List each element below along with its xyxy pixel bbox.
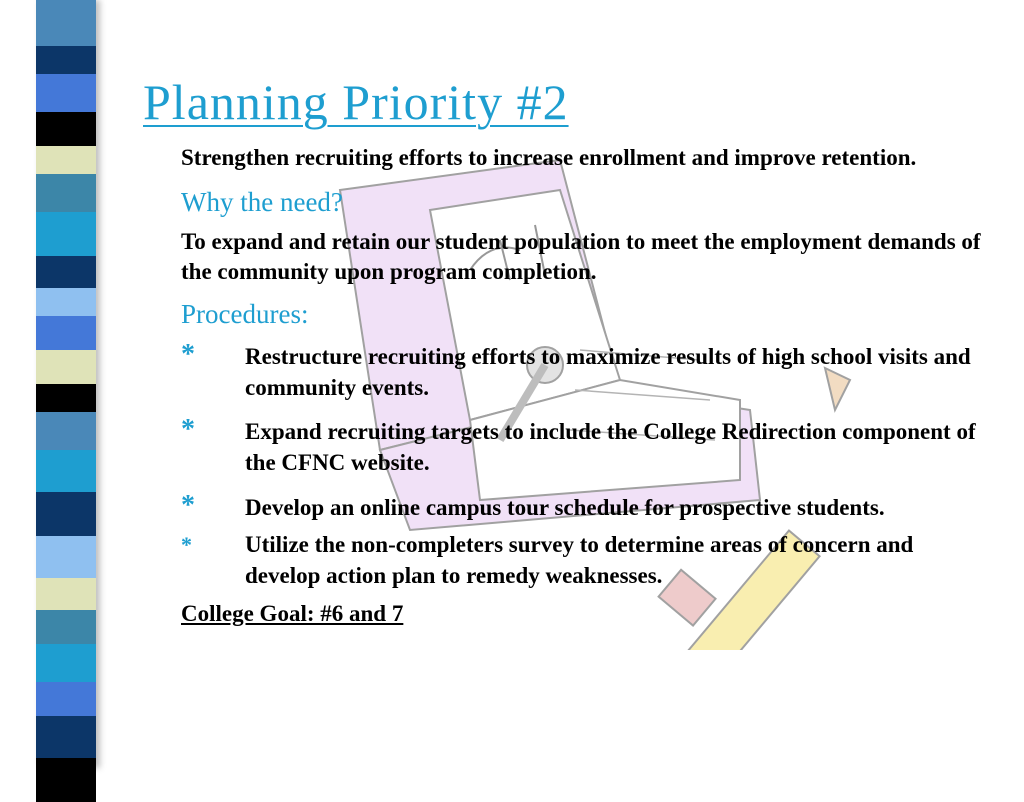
procedure-text: Restructure recruiting efforts to maximize results of high school visits and community events.	[245, 344, 971, 400]
decorative-stripe-bar	[36, 0, 96, 768]
stripe-block	[36, 644, 96, 682]
procedure-item	[181, 341, 991, 403]
procedure-item	[181, 492, 991, 523]
stripe-block	[36, 758, 96, 802]
stripe-block	[36, 74, 96, 112]
need-text: To expand and retain our student population to meet the employment demands of the community upon program completion.	[181, 229, 981, 284]
need-heading: Why the need?	[181, 187, 343, 217]
procedure-text: Expand recruiting targets to include the College Redirection component of the CFNC website.	[245, 419, 976, 475]
stripe-block	[36, 384, 96, 412]
stripe-block	[36, 450, 96, 492]
stripe-block	[36, 212, 96, 256]
stripe-block	[36, 316, 96, 350]
stripe-block	[36, 288, 96, 316]
asterisk-bullet-icon: *	[181, 490, 195, 521]
procedure-item	[181, 529, 991, 591]
procedure-text: Utilize the non-completers survey to determine areas of concern and develop action plan to remedy weaknesses.	[245, 532, 914, 588]
slide-body	[181, 143, 991, 629]
priority-statement: Strengthen recruiting efforts to increase enrollment and improve retention.	[181, 145, 917, 170]
stripe-block	[36, 0, 96, 46]
procedure-text: Develop an online campus tour schedule for prospective students.	[245, 495, 885, 520]
asterisk-bullet-icon: *	[181, 532, 192, 557]
stripe-block	[36, 112, 96, 146]
asterisk-bullet-icon: *	[181, 414, 195, 445]
stripe-block	[36, 350, 96, 384]
stripe-block	[36, 716, 96, 758]
stripe-block	[36, 492, 96, 536]
stripe-block	[36, 256, 96, 288]
asterisk-bullet-icon: *	[181, 339, 195, 370]
stripe-block	[36, 610, 96, 644]
stripe-block	[36, 46, 96, 74]
procedure-item	[181, 416, 991, 478]
stripe-block	[36, 536, 96, 578]
slide-title: Planning Priority #2	[143, 74, 569, 130]
stripe-block	[36, 578, 96, 610]
procedures-heading: Procedures:	[181, 299, 309, 329]
stripe-block	[36, 412, 96, 450]
stripe-block	[36, 146, 96, 174]
stripe-block	[36, 174, 96, 212]
stripe-block	[36, 682, 96, 716]
college-goal: College Goal: #6 and 7	[181, 601, 404, 626]
